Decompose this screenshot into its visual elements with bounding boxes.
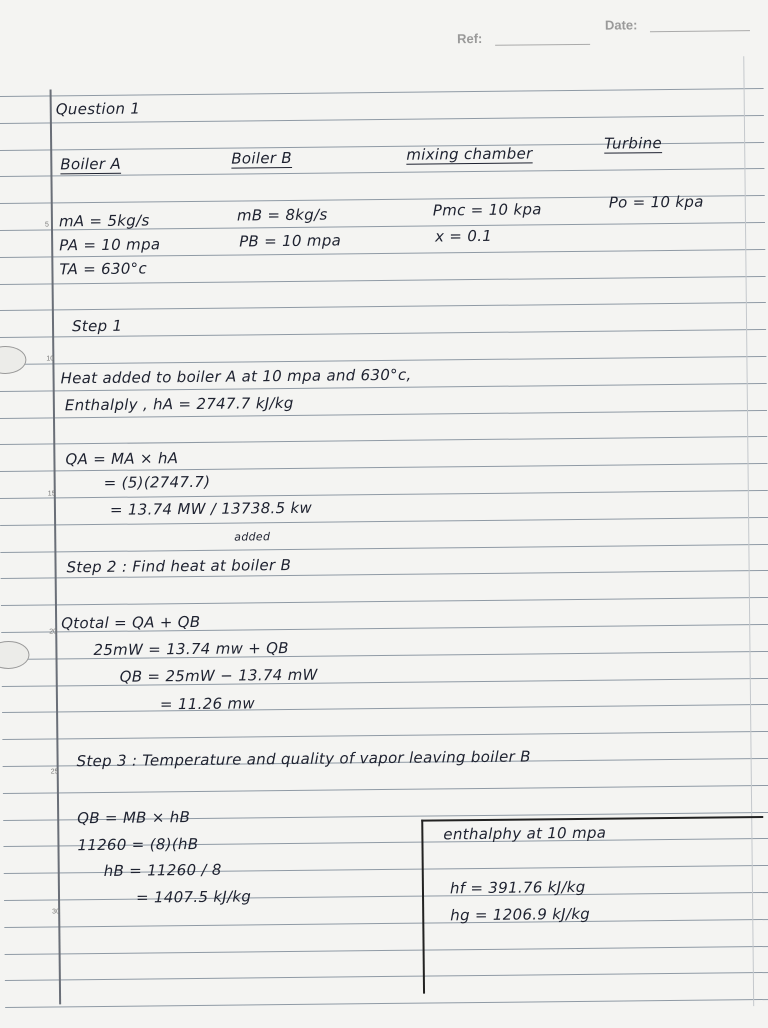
step1-label: Step 1 <box>71 316 123 336</box>
step2-result: = 11.26 mw <box>159 694 256 714</box>
given-pmc: Pmc = 10 kpa <box>432 200 542 220</box>
step1-qa-substitution: = (5)(2747.7) <box>103 472 211 492</box>
given-mb: mB = 8kg/s <box>236 205 328 225</box>
ruled-line <box>0 88 764 97</box>
ruled-line <box>0 436 767 445</box>
given-pa: PA = 10 mpa <box>59 235 161 255</box>
turbine-heading: Turbine <box>604 134 663 153</box>
boiler-b-heading: Boiler B <box>231 148 293 168</box>
step3-hb-result: = 1407.5 kJ/kg <box>135 887 252 907</box>
given-ma: mA = 5kg/s <box>58 211 150 231</box>
ruled-line <box>0 302 766 311</box>
step2-label: Step 2 : Find heat at boiler B <box>66 555 292 577</box>
step3-label: Step 3 : Temperature and quality of vapor leaving boiler B <box>76 747 531 771</box>
line-number-20: 20 <box>49 628 58 636</box>
step3-qb-formula: QB = MB × hB <box>77 808 191 828</box>
line-number-15: 15 <box>47 490 56 498</box>
boiler-a-heading: Boiler A <box>60 154 122 174</box>
line-number-10: 10 <box>46 355 55 363</box>
question-title: Question 1 <box>55 99 141 119</box>
step2-insert-note: added <box>234 530 271 544</box>
given-po: Po = 10 kpa <box>608 192 704 212</box>
given-ta: TA = 630°c <box>59 259 148 279</box>
enthalpy-hf: hf = 391.76 kJ/kg <box>449 877 586 898</box>
step2-substitution: 25mW = 13.74 mw + QB <box>93 639 289 660</box>
step3-hb-equation: hB = 11260 / 8 <box>103 860 222 880</box>
enthalpy-table-title: enthalphy at 10 mpa <box>443 823 607 844</box>
ruled-line <box>2 704 768 713</box>
step2-total-equation: Qtotal = QA + QB <box>61 612 201 633</box>
ruled-line <box>1 597 768 606</box>
step1-line2: Enthalply , hA = 2747.7 kJ/kg <box>64 393 294 415</box>
ruled-line <box>0 544 768 553</box>
given-quality: x = 0.1 <box>435 226 493 246</box>
ref-label: Ref: <box>456 30 483 47</box>
ruled-line <box>5 999 768 1008</box>
line-number-30: 30 <box>52 908 61 916</box>
line-number-25: 25 <box>50 768 59 776</box>
line-number-5: 5 <box>44 221 49 229</box>
ruled-line <box>2 678 768 687</box>
mixing-chamber-heading: mixing chamber <box>406 144 533 164</box>
date-label: Date: <box>604 17 638 33</box>
step1-qa-result: = 13.74 MW / 13738.5 kw <box>109 498 313 519</box>
ruled-line <box>2 731 768 740</box>
step1-line1: Heat added to boiler A at 10 mpa and 630°c, <box>60 365 412 388</box>
step1-qa-formula: QA = MA × hA <box>65 449 179 469</box>
ruled-line <box>0 356 766 365</box>
step2-rearranged: QB = 25mW − 13.74 mW <box>119 665 318 686</box>
ruled-line <box>3 785 768 794</box>
step3-substitution: 11260 = (8)(hB <box>77 834 199 855</box>
given-pb: PB = 10 mpa <box>239 231 342 251</box>
enthalpy-hg: hg = 1206.9 kJ/kg <box>450 904 591 925</box>
